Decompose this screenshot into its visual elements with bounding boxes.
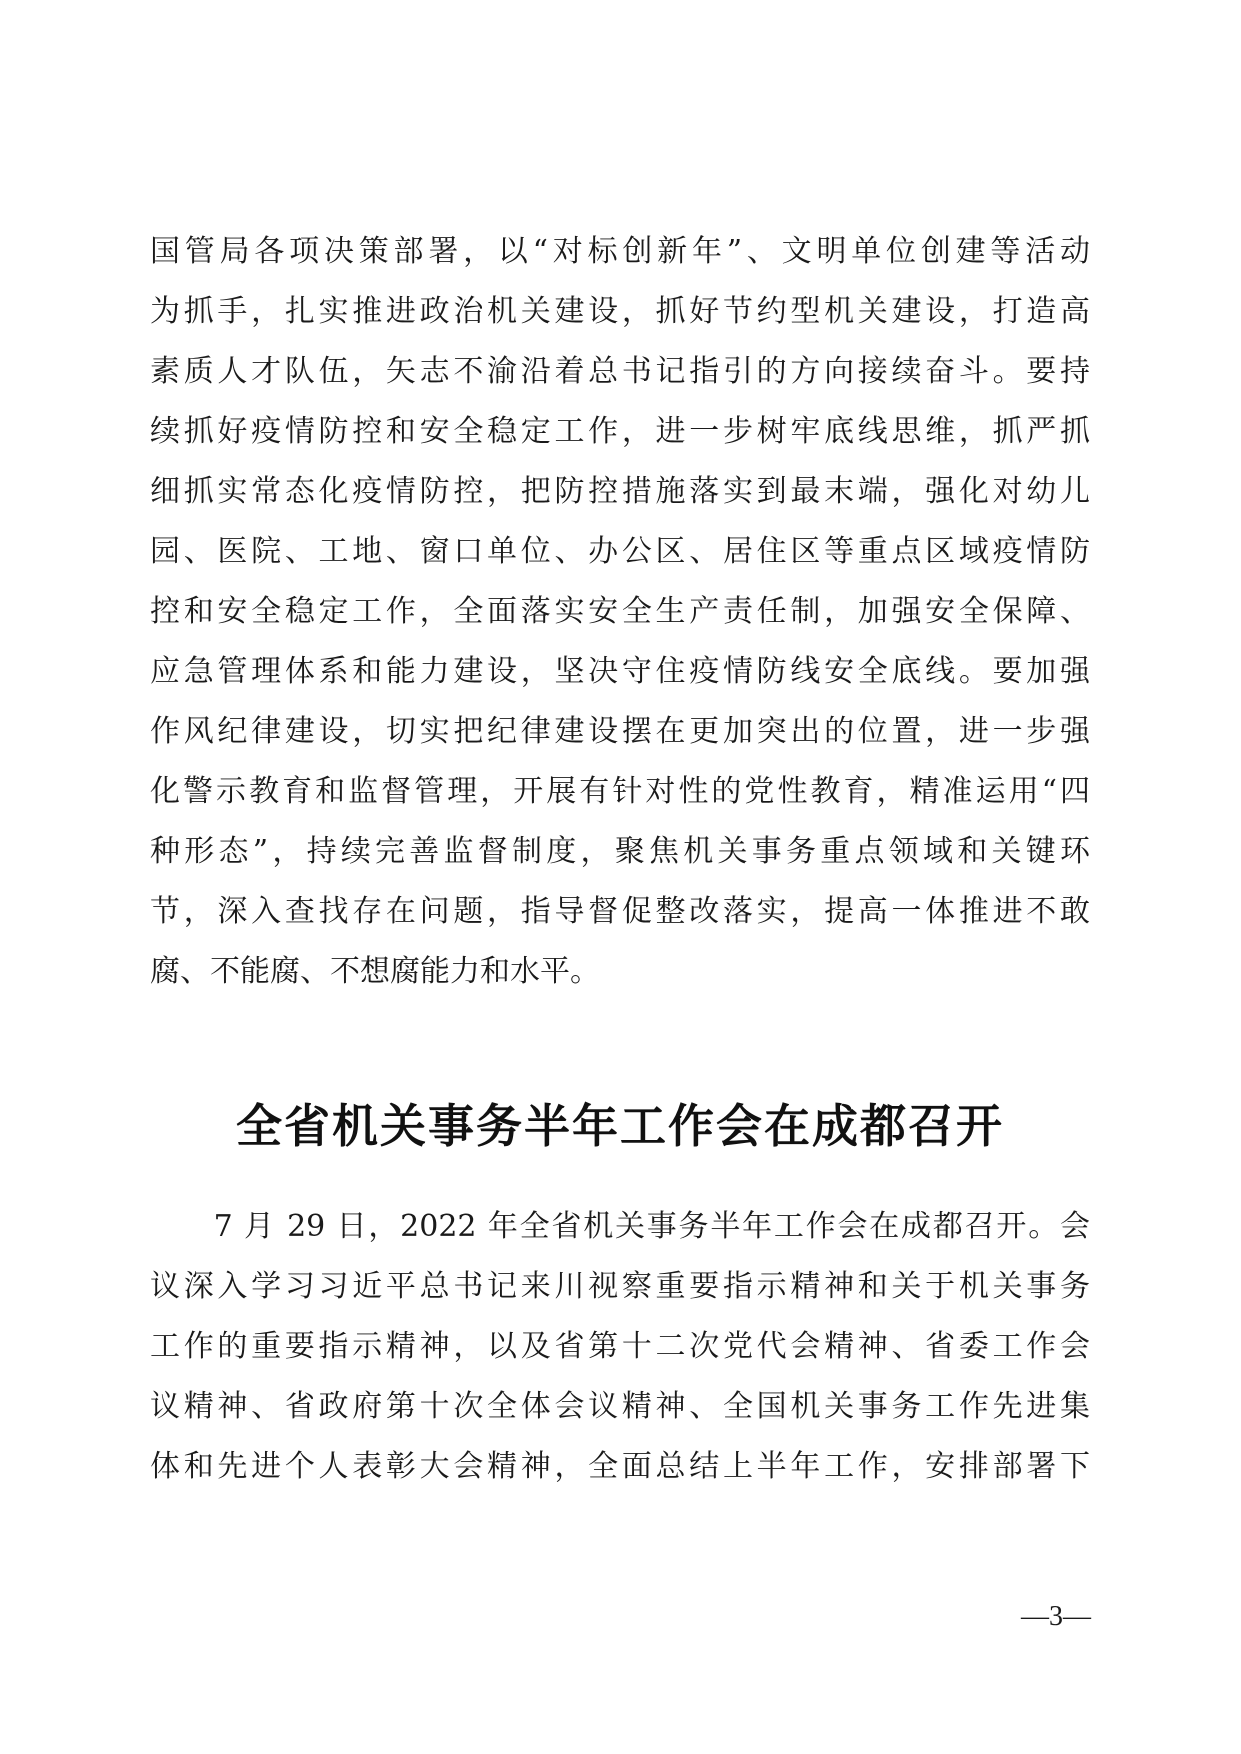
paragraph-line: 腐、不能腐、不想腐能力和水平。 xyxy=(150,954,600,989)
article-title: 全省机关事务半年工作会在成都召开 xyxy=(236,1098,1004,1153)
paragraph-line: 素质人才队伍，矢志不渝沿着总书记指引的方向接续奋斗。要持 xyxy=(150,354,1090,389)
paragraph-line: 化警示教育和监督管理，开展有针对性的党性教育，精准运用“四 xyxy=(150,774,1090,809)
paragraph-line: 国管局各项决策部署，以“对标创新年”、文明单位创建等活动 xyxy=(150,234,1090,269)
paragraph-line: 节，深入查找存在问题，指导督促整改落实，提高一体推进不敢 xyxy=(150,894,1090,929)
paragraph-line: 工作的重要指示精神，以及省第十二次党代会精神、省委工作会 xyxy=(150,1329,1090,1364)
body-paragraph xyxy=(150,222,1090,1002)
paragraph-line: 7 月 29 日，2022 年全省机关事务半年工作会在成都召开。会 xyxy=(150,1209,1090,1244)
paragraph-line: 续抓好疫情防控和安全稳定工作，进一步树牢底线思维，抓严抓 xyxy=(150,414,1090,449)
paragraph-line: 细抓实常态化疫情防控，把防控措施落实到最末端，强化对幼儿 xyxy=(150,474,1090,509)
paragraph-line: 园、医院、工地、窗口单位、办公区、居住区等重点区域疫情防 xyxy=(150,534,1090,569)
body-paragraph xyxy=(150,1197,1090,1497)
paragraph-line: 为抓手，扎实推进政治机关建设，抓好节约型机关建设，打造高 xyxy=(150,294,1090,329)
paragraph-line: 种形态”，持续完善监督制度，聚焦机关事务重点领域和关键环 xyxy=(150,834,1090,869)
paragraph-line: 应急管理体系和能力建设，坚决守住疫情防线安全底线。要加强 xyxy=(150,654,1090,689)
paragraph-line: 控和安全稳定工作，全面落实安全生产责任制，加强安全保障、 xyxy=(150,594,1090,629)
paragraph-line: 体和先进个人表彰大会精神，全面总结上半年工作，安排部署下 xyxy=(150,1449,1090,1484)
paragraph-line: 议深入学习习近平总书记来川视察重要指示精神和关于机关事务 xyxy=(150,1269,1090,1304)
paragraph-line: 议精神、省政府第十次全体会议精神、全国机关事务工作先进集 xyxy=(150,1389,1090,1424)
paragraph-line: 作风纪律建设，切实把纪律建设摆在更加突出的位置，进一步强 xyxy=(150,714,1090,749)
page-number: —3— xyxy=(1021,1601,1091,1632)
